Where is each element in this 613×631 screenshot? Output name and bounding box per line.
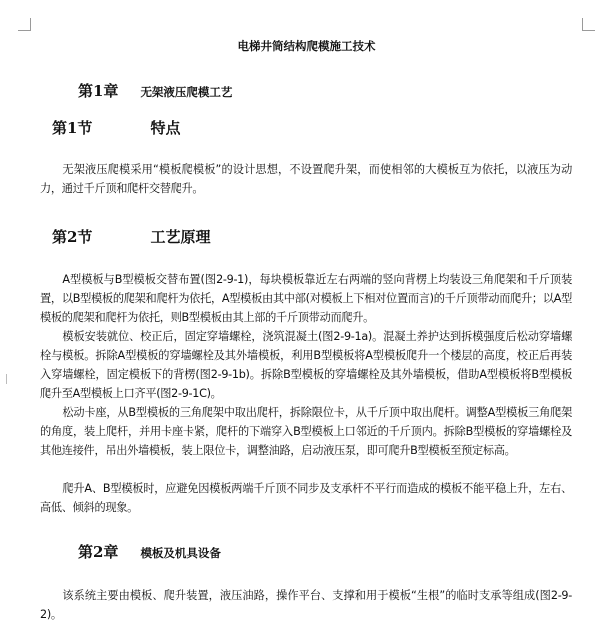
chapter-1-title: 无架液压爬模工艺 [140,85,233,99]
chapter-2-title: 模板及机具设备 [140,546,221,560]
section-1-number: 第1节 [52,119,93,137]
section-2-paragraph-4: 爬升A、B型模板时，应避免因模板两端千斤顶不同步及支承杆不平行而造成的模板不能平稳上升，左右、高低、倾斜的现象。 [40,482,572,514]
chapter-2-number: 第2章 [78,543,119,561]
section-1-title: 特点 [150,119,181,137]
section-1-paragraph: 无架液压爬模采用“模板爬模板”的设计思想，不设置爬升架，而使相邻的大模板互为依托，以液压为动力，通过千斤顶和爬杆交替爬升。 [40,163,572,195]
crop-mark-top-left [18,18,31,31]
section-1-heading [52,117,180,138]
chapter-1-heading [78,80,232,101]
section-2-paragraph-2: 模板安装就位、校正后，固定穿墙螺栓，浇筑混凝土(图2-9-1a)。混凝土养护达到拆模强度后松动穿墙螺栓与模板。拆除A型模板的穿墙螺栓及其外墙模板，利用B型模板将A型模板爬升一个楼层的高度，校正后再装入穿墙螺栓，固定模板下的背楞(图2-9-1b)。拆除B型模板的穿墙螺栓及其外墙模板，借助A型模板将B型模板爬升至A型模板上口齐平(图2-9-1C)。 [40,330,572,400]
section-2-title: 工艺原理 [150,228,211,246]
chapter-2-heading [78,541,221,562]
document-title: 电梯井筒结构爬模施工技术 [237,39,376,53]
section-2-paragraph-3: 松动卡座，从B型模板的三角爬架中取出爬杆，拆除限位卡，从千斤顶中取出爬杆。调整A型模板三角爬架的角度，装上爬杆，并用卡座卡紧，爬杆的下端穿入B型模板上口邻近的千斤顶内。拆除B型模板的穿墙螺栓及其他连接件，吊出外墙模板，装上限位卡，调整油路，启动液压泵，即可爬升B型模板至预定标高。 [40,406,572,457]
section-2-paragraph-1: A型模板与B型模板交替布置(图2-9-1)，每块模板靠近左右两端的竖向背楞上均装设三角爬架和千斤顶装置，以B型模板的爬架和爬杆为依托，A型模板由其中部(对模板上下相对位置而言)的千斤顶带动而爬升；以A型模板的爬架和爬杆为依托，则B型模板由其上部的千斤顶带动而爬升。 [40,273,572,324]
chapter-2-paragraph: 该系统主要由模板、爬升装置，液压油路，操作平台、支撑和用于模板“生根”的临时支承等组成(图2-9-2)。 [40,589,572,621]
section-2-number: 第2节 [52,228,93,246]
section-2-heading [52,226,210,247]
crop-mark-top-right [582,18,595,31]
margin-marker [0,374,7,384]
chapter-1-number: 第1章 [78,82,119,100]
